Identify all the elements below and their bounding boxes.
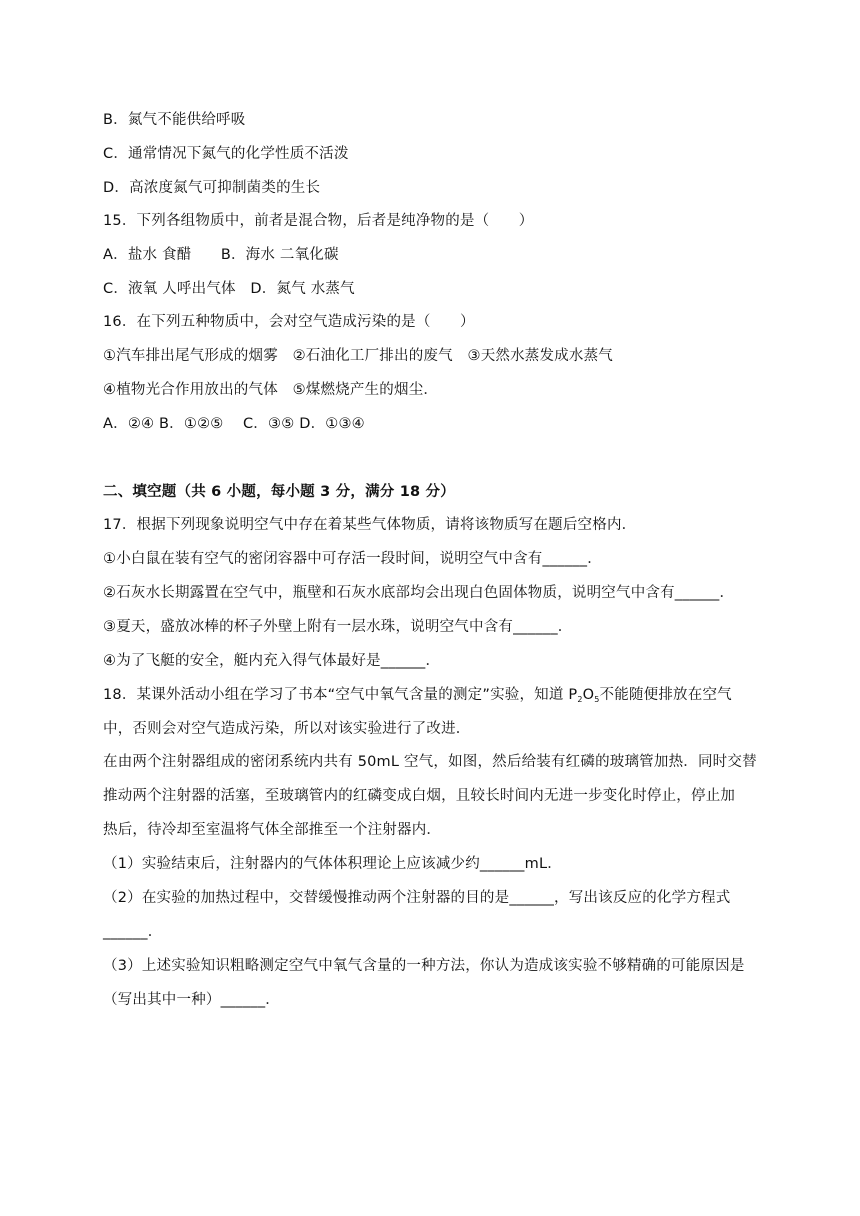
q18-sub-1: （1）实验结束后，注射器内的气体体积理论上应该减少约______mL． <box>103 856 562 872</box>
q18-stem-line2: 中，否则会对空气造成污染，所以对该实验进行了改进． <box>103 721 471 737</box>
q17-item-1: ①小白鼠在装有空气的密闭容器中可存活一段时间，说明空气中含有______． <box>103 551 602 567</box>
q18-subscript-5: 5 <box>594 695 600 704</box>
q17-stem: 17．根据下列现象说明空气中存在着某些气体物质，请将该物质写在题后空格内． <box>103 517 637 533</box>
q16-items-line1: ①汽车排出尾气形成的烟雾 ②石油化工厂排出的废气 ③天然水蒸发成水蒸气 <box>103 348 613 364</box>
q17-item-3: ③夏天，盛放冰棒的杯子外壁上附有一层水珠，说明空气中含有______． <box>103 619 573 635</box>
q18-o: O <box>582 687 595 703</box>
q15-stem: 15．下列各组物质中，前者是混合物，后者是纯净物的是（ ） <box>103 213 534 229</box>
q18-stem-after: 不能随便排放在空气 <box>599 687 732 703</box>
q18-sub-2-line2: ______． <box>103 924 163 940</box>
q18-subscript-2: 2 <box>577 695 583 704</box>
q17-item-4: ④为了飞艇的安全，艇内充入得气体最好是______． <box>103 653 441 669</box>
q14-option-b: B．氮气不能供给呼吸 <box>103 112 246 128</box>
section-heading: 二、填空题（共 6 小题，每小题 3 分，满分 18 分） <box>103 484 455 500</box>
q18-stem-line1 <box>103 685 732 710</box>
q16-items-line2: ④植物光合作用放出的气体 ⑤煤燃烧产生的烟尘． <box>103 382 439 398</box>
q18-stem-before: 18．某课外活动小组在学习了书本“空气中氧气含量的测定”实验，知道 P <box>103 687 578 703</box>
q18-sub-3-line2: （写出其中一种）______． <box>103 992 280 1008</box>
q14-option-d: D．高浓度氮气可抑制菌类的生长 <box>103 180 321 196</box>
q14-option-c: C．通常情况下氮气的化学性质不活泼 <box>103 146 349 162</box>
q16-stem: 16．在下列五种物质中，会对空气造成污染的是（ ） <box>103 314 475 330</box>
q18-para-line1: 在由两个注射器组成的密闭系统内共有 50mL 空气，如图，然后给装有红磷的玻璃管加热．同时交替 <box>103 754 757 770</box>
q15-options-ab: A．盐水 食醋 B．海水 二氧化碳 <box>103 247 339 263</box>
q18-sub-3-line1: （3）上述实验知识粗略测定空气中氧气含量的一种方法，你认为造成该实验不够精确的可能原因是 <box>103 958 745 974</box>
q16-options: A．②④ B．①②⑤ C．③⑤ D．①③④ <box>103 416 365 432</box>
q18-sub-2-line1: （2）在实验的加热过程中，交替缓慢推动两个注射器的目的是______，写出该反应的化学方程式 <box>103 890 731 906</box>
q17-item-2: ②石灰水长期露置在空气中，瓶壁和石灰水底部均会出现白色固体物质，说明空气中含有______． <box>103 585 735 601</box>
q18-para-line2: 推动两个注射器的活塞，至玻璃管内的红磷变成白烟，且较长时间内无进一步变化时停止，停止加 <box>103 788 736 804</box>
q18-para-line3: 热后，待冷却至室温将气体全部推至一个注射器内． <box>103 822 442 838</box>
q15-options-cd: C．液氧 人呼出气体 D．氮气 水蒸气 <box>103 281 355 297</box>
